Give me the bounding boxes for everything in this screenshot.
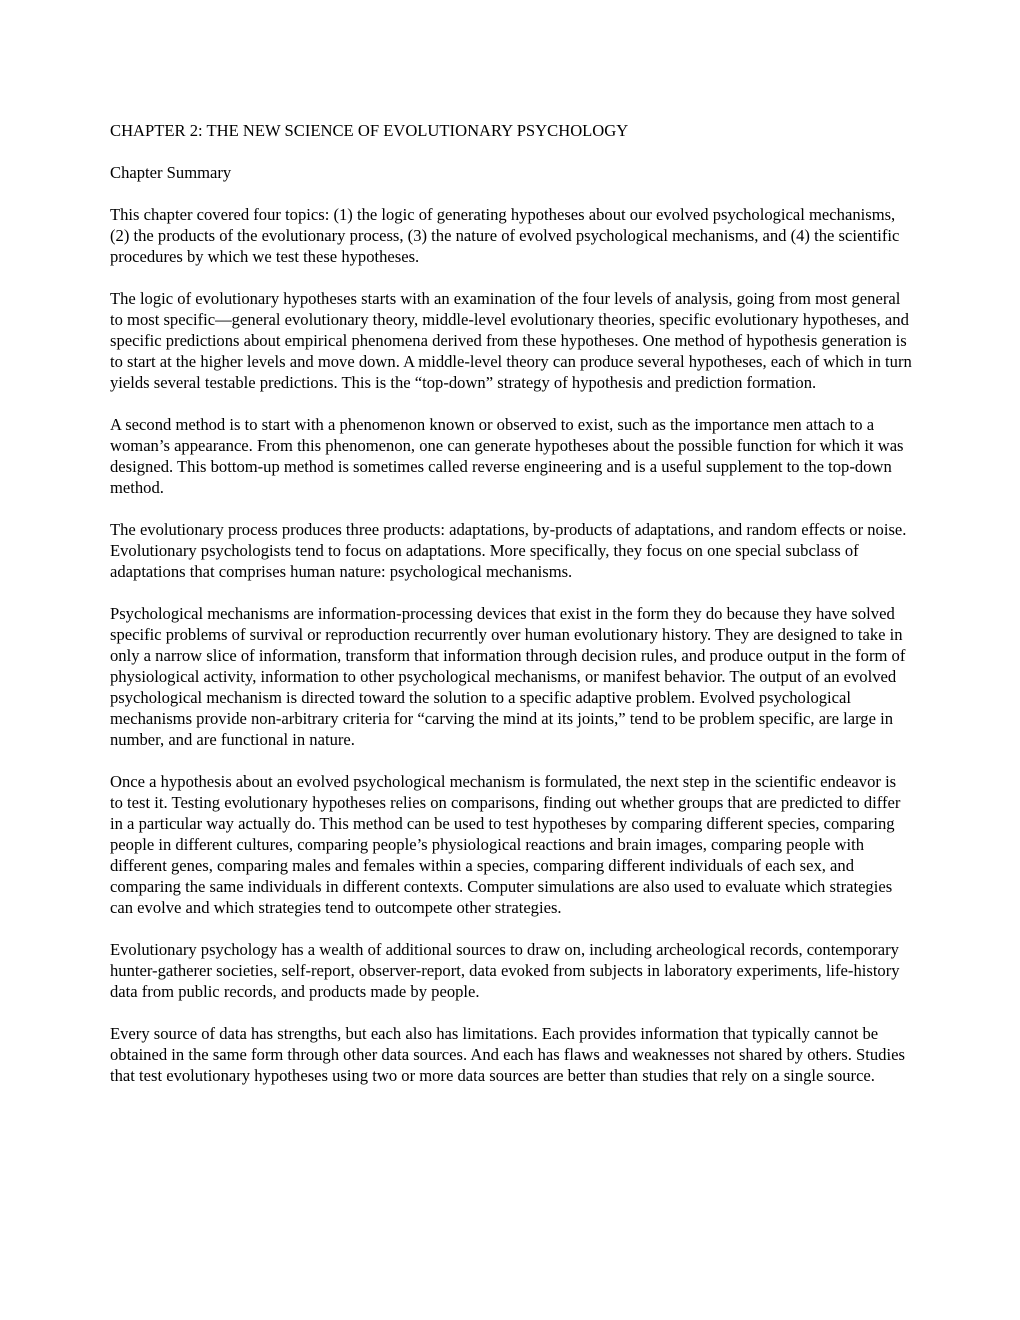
summary-paragraph-testing: Once a hypothesis about an evolved psychological mechanism is formulated, the next step in the scientific endeavor is to test it. Testing evolutionary hypotheses relies on comparisons, finding out whether groups that are predicted to differ in a particular way actually do. This method can be used to test hypotheses by comparing different species, comparing people in different cultures, comparing people’s physiological reactions and brain images, comparing people with different genes, comparing males and females within a species, comparing different individuals of each sex, and comparing the same individuals in different contexts. Computer simulations are also used to evaluate which strategies can evolve and which strategies tend to outcompete other strategies. bbox=[110, 772, 901, 917]
summary-paragraph-limitations: Every source of data has strengths, but each also has limitations. Each provides information that typically cannot be obtained in the same form through other data sources. And each has flaws and weaknesses not shared by others. Studies that test evolutionary hypotheses using two or more data sources are better than studies that rely on a single source. bbox=[110, 1024, 905, 1085]
summary-paragraph-products: The evolutionary process produces three products: adaptations, by-products of adaptations, and random effects or noise. Evolutionary psychologists tend to focus on adaptations. More specifically, they focus on one special subclass of adaptations that comprises human nature: psychological mechanisms. bbox=[110, 520, 907, 581]
summary-paragraph-bottom-up: A second method is to start with a phenomenon known or observed to exist, such as the importance men attach to a woman’s appearance. From this phenomenon, one can generate hypotheses about the possible function for which it was designed. This bottom-up method is sometimes called reverse engineering and is a useful supplement to the top-down method. bbox=[110, 415, 904, 497]
section-heading: Chapter Summary bbox=[110, 163, 232, 182]
summary-paragraph-sources: Evolutionary psychology has a wealth of additional sources to draw on, including archeological records, contemporary hunter-gatherer societies, self-report, observer-report, data evoked from subjects in laboratory experiments, life-history data from public records, and products made by people. bbox=[110, 940, 900, 1001]
summary-paragraph-topics: This chapter covered four topics: (1) the logic of generating hypotheses about our evolved psychological mechanisms, (2) the products of the evolutionary process, (3) the nature of evolved psychological mechanisms, and (4) the scientific procedures by which we test these hypotheses. bbox=[110, 205, 900, 266]
summary-paragraph-logic: The logic of evolutionary hypotheses starts with an examination of the four levels of analysis, going from most general to most specific—general evolutionary theory, middle-level evolutionary theories, specific evolutionary hypotheses, and specific predictions about empirical phenomena derived from these hypotheses. One method of hypothesis generation is to start at the higher levels and move down. A middle-level theory can produce several hypotheses, each of which in turn yields several testable predictions. This is the “top-down” strategy of hypothesis and prediction formation. bbox=[110, 289, 912, 392]
document-page bbox=[110, 120, 912, 1107]
chapter-title: CHAPTER 2: THE NEW SCIENCE OF EVOLUTIONARY PSYCHOLOGY bbox=[110, 121, 629, 140]
summary-paragraph-mechanisms: Psychological mechanisms are information-processing devices that exist in the form they do because they have solved specific problems of survival or reproduction recurrently over human evolutionary history. They are designed to take in only a narrow slice of information, transform that information through decision rules, and produce output in the form of physiological activity, information to other psychological mechanisms, or manifest behavior. The output of an evolved psychological mechanism is directed toward the solution to a specific adaptive problem. Evolved psychological mechanisms provide non-arbitrary criteria for “carving the mind at its joints,” tend to be problem specific, are large in number, and are functional in nature. bbox=[110, 604, 906, 749]
